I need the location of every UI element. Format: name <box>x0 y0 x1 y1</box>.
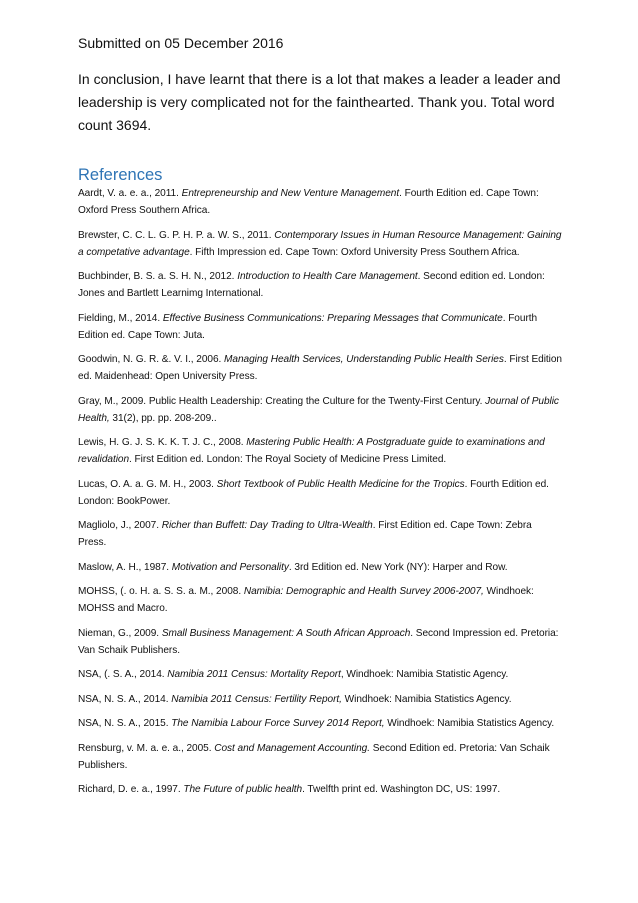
reference-title: Namibia 2011 Census: Mortality Report <box>167 669 341 680</box>
reference-entry <box>78 740 562 774</box>
reference-pre: MOHSS, (. o. H. a. S. S. a. M., 2008. <box>78 586 244 597</box>
reference-pre: Magliolo, J., 2007. <box>78 520 162 531</box>
reference-title: Entrepreneurship and New Venture Management <box>181 188 400 199</box>
reference-post: . Second edition ed. London: Jones and Bartlett Learnimg International. <box>78 271 545 299</box>
reference-entry <box>78 625 562 659</box>
reference-entry <box>78 393 562 427</box>
document-page <box>78 34 562 806</box>
reference-title: Motivation and Personality <box>171 561 289 573</box>
reference-post: . First Edition ed. Cape Town: Zebra Press. <box>78 520 532 548</box>
reference-pre: Lucas, O. A. a. G. M. H., 2003. <box>78 478 217 490</box>
reference-pre: Fielding, M., 2014. <box>78 312 163 324</box>
reference-entry <box>78 559 562 576</box>
reference-post: . Twelfth print ed. Washington DC, US: 1997. <box>302 784 501 795</box>
reference-post: , Windhoek: Namibia Statistic Agency. <box>340 669 509 680</box>
reference-pre: Goodwin, N. G. R. &. V. I., 2006. <box>78 354 225 365</box>
reference-post: Windhoek: Namibia Statistics Agency. <box>341 693 512 705</box>
reference-title: Contemporary Issues in Human Resource Management: Gaining a competative advantage <box>78 229 562 258</box>
reference-post: . Fourth Edition ed. Cape Town: Juta. <box>78 312 538 341</box>
reference-entry <box>78 434 562 468</box>
reference-post: . Fourth Edition ed. Cape Town: Oxford Press Southern Africa. <box>78 188 539 216</box>
reference-post: Windhoek: MOHSS and Macro. <box>78 586 534 614</box>
reference-pre: Aardt, V. a. e. a., 2011. <box>78 188 182 199</box>
reference-pre: NSA, N. S. A., 2015. <box>78 718 172 729</box>
reference-title: Namibia: Demographic and Health Survey 2006-2007, <box>243 586 484 597</box>
reference-title: Cost and Management Accounting. <box>214 742 370 754</box>
reference-title: Small Business Management: A South African Approach <box>161 627 411 639</box>
reference-title: Richer than Buffett: Day Trading to Ultra-Wealth <box>161 520 373 531</box>
reference-post: . Second Impression ed. Pretoria: Van Schaik Publishers. <box>78 627 559 656</box>
reference-title: The Future of public health <box>183 784 303 795</box>
reference-pre: Rensburg, v. M. a. e. a., 2005. <box>78 742 215 754</box>
submission-date: Submitted on 05 December 2016 <box>78 35 284 51</box>
reference-title: Introduction to Health Care Management <box>237 271 418 282</box>
reference-entry <box>78 185 562 219</box>
reference-entry <box>78 517 562 551</box>
reference-entry <box>78 310 562 344</box>
reference-post: . First Edition ed. Maidenhead: Open University Press. <box>78 354 562 382</box>
reference-pre: Richard, D. e. a., 1997. <box>78 784 184 795</box>
reference-pre: Nieman, G., 2009. <box>78 627 162 639</box>
reference-title: The Namibia Labour Force Survey 2014 Report, <box>171 718 385 729</box>
reference-title: Managing Health Services, Understanding Public Health Series <box>224 354 504 365</box>
reference-post: . 3rd Edition ed. New York (NY): Harper and Row. <box>288 561 508 573</box>
reference-title: Journal of Public Health, <box>78 395 559 424</box>
reference-pre: Brewster, C. C. L. G. P. H. P. a. W. S., 2011. <box>78 229 275 241</box>
reference-entry <box>78 268 562 302</box>
references-heading: References <box>78 166 163 184</box>
reference-pre: NSA, N. S. A., 2014. <box>78 693 172 705</box>
reference-entry <box>78 715 562 732</box>
reference-title: Effective Business Communications: Preparing Messages that Communicate <box>162 312 503 324</box>
reference-entry <box>78 666 562 683</box>
reference-entry <box>78 781 562 798</box>
reference-post: . First Edition ed. London: The Royal Society of Medicine Press Limited. <box>129 454 447 465</box>
reference-title: Namibia 2011 Census: Fertility Report, <box>171 693 342 705</box>
reference-post: 31(2), pp. pp. 208-209.. <box>109 412 217 424</box>
reference-title: Mastering Public Health: A Postgraduate guide to examinations and revalidation <box>78 437 545 465</box>
reference-entry <box>78 583 562 617</box>
reference-entry <box>78 691 562 708</box>
reference-entry <box>78 476 562 510</box>
reference-pre: Lewis, H. G. J. S. K. K. T. J. C., 2008. <box>78 437 247 448</box>
reference-title: Short Textbook of Public Health Medicine for the Tropics <box>216 478 465 490</box>
references-list <box>78 185 562 798</box>
reference-pre: Buchbinder, B. S. a. S. H. N., 2012. <box>78 271 238 282</box>
reference-pre: NSA, (. S. A., 2014. <box>78 669 168 680</box>
reference-pre: Gray, M., 2009. Public Health Leadership: Creating the Culture for the Twenty-First Century. <box>78 395 486 407</box>
reference-entry <box>78 227 562 261</box>
reference-post: . Fourth Edition ed. London: BookPower. <box>78 478 549 507</box>
conclusion-paragraph: In conclusion, I have learnt that there is a lot that makes a leader a leader and leadership is very complicated not for the fainthearted. Thank you. Total word count 3694. <box>78 71 561 133</box>
reference-pre: Maslow, A. H., 1987. <box>78 561 172 573</box>
reference-post: . Fifth Impression ed. Cape Town: Oxford University Press Southern Africa. <box>189 246 520 258</box>
reference-post: Windhoek: Namibia Statistics Agency. <box>384 718 555 729</box>
reference-entry <box>78 351 562 385</box>
reference-post: Second Edition ed. Pretoria: Van Schaik Publishers. <box>78 742 550 771</box>
